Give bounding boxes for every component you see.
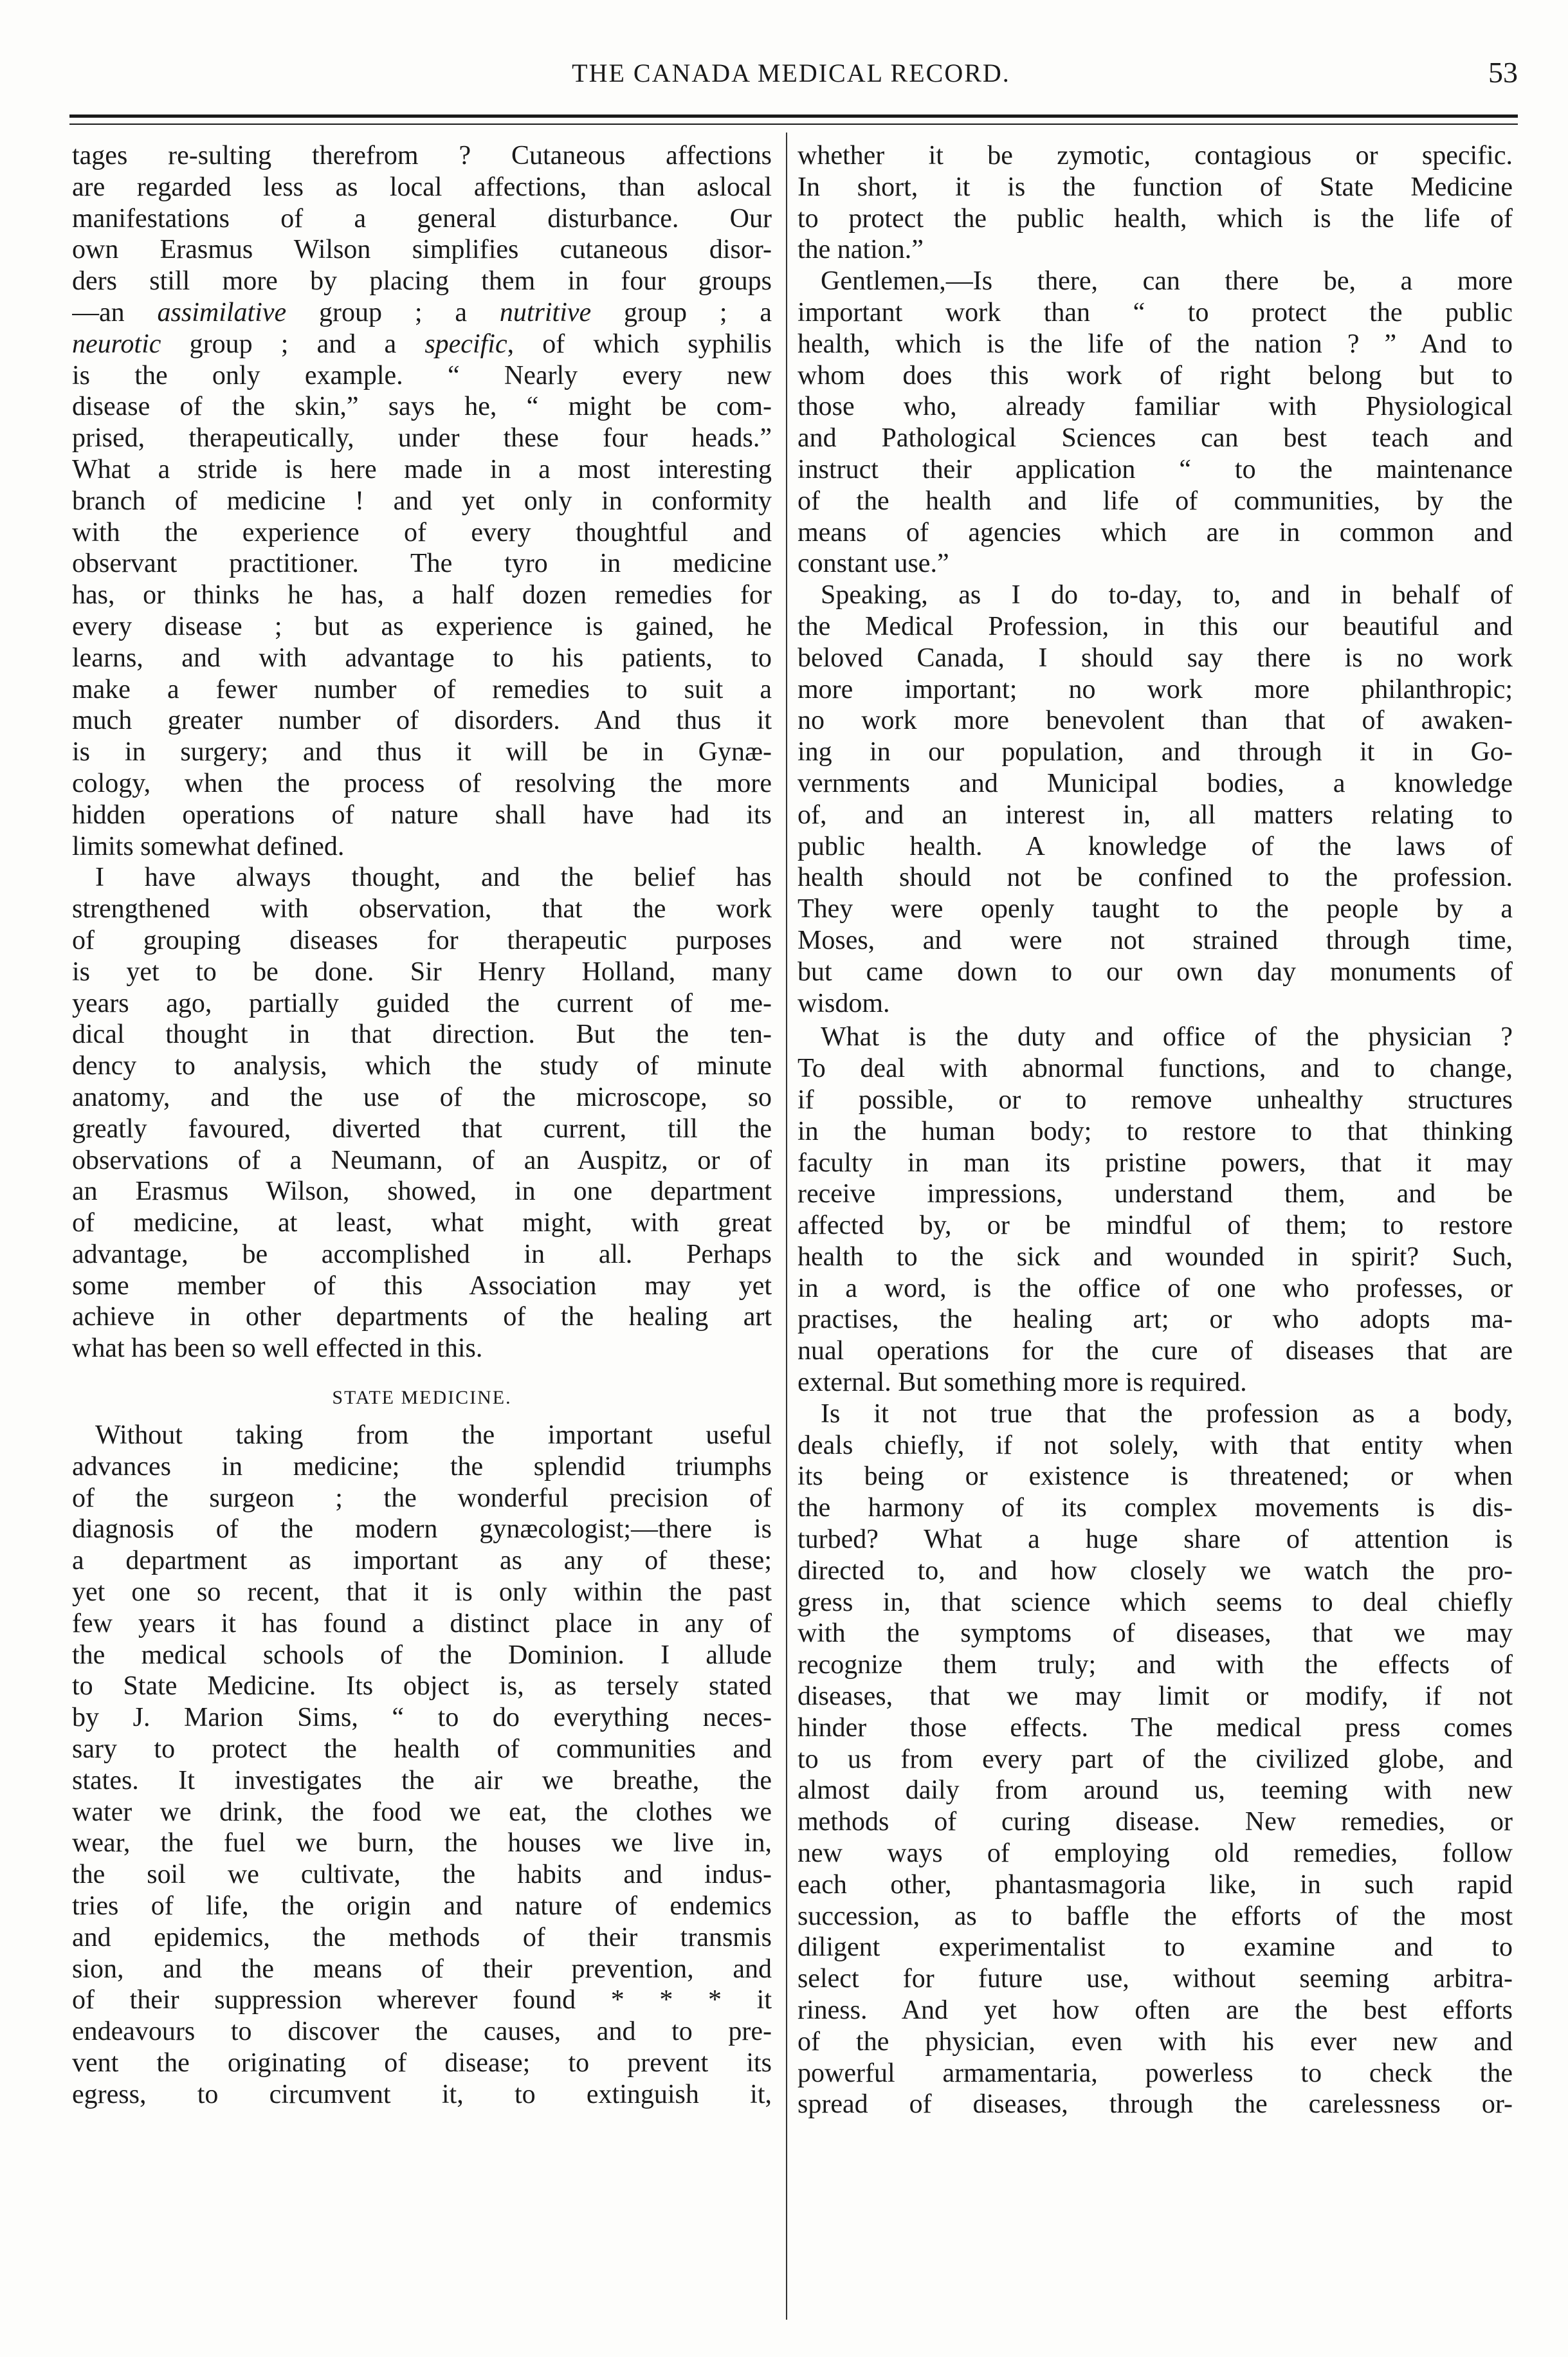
text-line: an Erasmus Wilson, showed, in one department: [72, 1177, 772, 1207]
text-line: means of agencies which are in common and: [798, 517, 1513, 547]
text-line: wisdom.: [798, 988, 890, 1018]
text-line: is the only example. “ Nearly every new: [72, 360, 772, 390]
text-line: own Erasmus Wilson simplifies cutaneous disor-: [72, 235, 772, 265]
text-line: instruct their application “ to the maintenance: [798, 454, 1513, 484]
text-line: directed to, and how closely we watch the pro-: [798, 1555, 1513, 1586]
text-line: external. But something more is required.: [798, 1368, 1247, 1398]
text-line: To deal with abnormal functions, and to change,: [798, 1054, 1513, 1084]
header-rule-thin: [69, 124, 1518, 125]
text-line: with the symptoms of diseases, that we may: [798, 1619, 1513, 1649]
text-line: states. It investigates the air we breathe, the: [72, 1765, 772, 1795]
text-line: water we drink, the food we eat, the clothes we: [72, 1797, 772, 1827]
column-divider: [786, 133, 787, 2320]
text-line: in a word, is the office of one who professes, or: [798, 1273, 1513, 1303]
text-line: observant practitioner. The tyro in medicine: [72, 549, 772, 579]
text-line: select for future use, without seeming arbitra-: [798, 1964, 1513, 1994]
text-line: is yet to be done. Sir Henry Holland, many: [72, 957, 772, 987]
running-title: THE CANADA MEDICAL RECORD.: [572, 59, 1010, 87]
italic-term: neurotic: [72, 329, 161, 359]
left-paragraph-3: [72, 1420, 772, 2111]
text-line: of the surgeon ; the wonderful precision of: [72, 1483, 772, 1513]
text-line: greatly favoured, diverted that current, till the: [72, 1114, 772, 1144]
text-line: ders still more by placing them in four groups: [72, 266, 772, 297]
text-line: of grouping diseases for therapeutic purposes: [72, 925, 772, 955]
text-line: those who, already familiar with Physiological: [798, 392, 1513, 422]
text-line: vent the originating of disease; to prevent its: [72, 2048, 772, 2078]
text-line: each other, phantasmagoria like, in such rapid: [798, 1869, 1513, 1900]
text-line: spread of diseases, through the carelessness or-: [798, 2089, 1513, 2120]
header-rule-thick: [69, 115, 1518, 118]
text-line: in the human body; to restore to that thinking: [798, 1116, 1513, 1146]
text-line: Is it not true that the profession as a body,: [821, 1399, 1513, 1429]
text-line: whether it be zymotic, contagious or specific.: [798, 141, 1513, 170]
text-line: observations of a Neumann, of an Auspitz, or of: [72, 1145, 772, 1175]
text-line: anatomy, and the use of the microscope, so: [72, 1082, 772, 1112]
text-line: advances in medicine; the splendid triumphs: [72, 1451, 772, 1481]
text-line: a department as important as any of these;: [72, 1546, 772, 1576]
text-line: health, which is the life of the nation ? ” And to: [798, 329, 1513, 359]
text-line: practises, the healing art; or who adopts ma-: [798, 1305, 1513, 1335]
text-line: whom does this work of right belong but to: [798, 360, 1513, 390]
text-line: some member of this Association may yet: [72, 1270, 772, 1301]
text-line: methods of curing disease. New remedies, or: [798, 1807, 1513, 1837]
text-line: much greater number of disorders. And thus it: [72, 706, 772, 736]
text-fragment: group ; a: [591, 297, 772, 327]
text-line: What is the duty and office of the physician ?: [821, 1022, 1513, 1052]
right-paragraph-4: [798, 1022, 1513, 1399]
italic-term: assimilative: [157, 297, 287, 327]
text-line: They were openly taught to the people by a: [798, 894, 1513, 924]
text-line: every disease ; but as experience is gained, he: [72, 611, 772, 641]
text-line: what has been so well effected in this.: [72, 1334, 483, 1364]
text-line: and Pathological Sciences can best teach and: [798, 423, 1513, 454]
text-line: strengthened with observation, that the work: [72, 894, 772, 924]
text-line: years ago, partially guided the current of me-: [72, 988, 772, 1018]
right-paragraph-2: [798, 266, 1513, 580]
text-line: receive impressions, understand them, and be: [798, 1179, 1513, 1209]
text-line: new ways of employing old remedies, follow: [798, 1839, 1513, 1869]
text-line: public health. A knowledge of the laws of: [798, 831, 1513, 861]
left-paragraph-2: [72, 862, 772, 1364]
text-line: advantage, be accomplished in all. Perhaps: [72, 1239, 772, 1269]
text-line: by J. Marion Sims, “ to do everything neces-: [72, 1703, 772, 1733]
text-line: vernments and Municipal bodies, a knowledge: [798, 768, 1513, 798]
text-line: recognize them truly; and with the effects of: [798, 1650, 1513, 1680]
text-fragment: group ; a: [286, 297, 500, 327]
text-line: hinder those effects. The medical press comes: [798, 1712, 1513, 1743]
text-line: few years it has found a distinct place in any of: [72, 1608, 772, 1638]
text-line: the harmony of its complex movements is dis-: [798, 1493, 1513, 1523]
text-line: Moses, and were not strained through time,: [798, 925, 1513, 955]
text-fragment: group ; and a: [161, 329, 425, 359]
text-line: tries of life, the origin and nature of endemics: [72, 1891, 772, 1921]
text-line: achieve in other departments of the healing art: [72, 1302, 772, 1332]
text-line: deals chiefly, if not solely, with that entity when: [798, 1430, 1513, 1460]
page-header: [64, 53, 1518, 98]
text-line: affected by, or be mindful of them; to restore: [798, 1211, 1513, 1241]
page-number: 53: [1488, 56, 1518, 89]
text-line: of their suppression wherever found * * * it: [72, 1985, 772, 2015]
text-line: turbed? What a huge share of attention is: [798, 1525, 1513, 1555]
text-line: cology, when the process of resolving the more: [72, 768, 772, 798]
text-line: sion, and the means of their prevention, and: [72, 1954, 772, 1984]
text-line: no work more benevolent than that of awaken-: [798, 706, 1513, 736]
text-line: yet one so recent, that it is only within the past: [72, 1577, 772, 1608]
text-line: and epidemics, the methods of their transmis: [72, 1922, 772, 1952]
text-line: Without taking from the important useful: [95, 1420, 772, 1451]
italic-term: nutritive: [499, 297, 592, 327]
text-line-mixed: [72, 329, 772, 360]
text-line: prised, therapeutically, under these four heads.”: [72, 423, 772, 454]
text-line: the soil we cultivate, the habits and indus-: [72, 1860, 772, 1890]
right-paragraph-1: [798, 140, 1513, 266]
text-line: of medicine, at least, what might, with great: [72, 1208, 772, 1238]
text-line: Speaking, as I do to-day, to, and in behalf of: [821, 580, 1513, 610]
text-line: diseases, that we may limit or modify, if not: [798, 1682, 1513, 1712]
text-line: disease of the skin,” says he, “ might be com-: [72, 392, 772, 422]
text-line: dency to analysis, which the study of minute: [72, 1051, 772, 1081]
text-line: endeavours to discover the causes, and to pre-: [72, 2017, 772, 2047]
text-line: riness. And yet how often are the best efforts: [798, 1995, 1513, 2026]
text-line: almost daily from around us, teeming with new: [798, 1775, 1513, 1806]
text-line: diagnosis of the modern gynæcologist;—there is: [72, 1514, 772, 1545]
text-line: has, or thinks he has, a half dozen remedies for: [72, 580, 772, 610]
text-line: hidden operations of nature shall have had its: [72, 800, 772, 830]
text-line: make a fewer number of remedies to suit a: [72, 674, 772, 704]
text-line: to us from every part of the civilized globe, and: [798, 1744, 1513, 1774]
text-line: to State Medicine. Its object is, as tersely stated: [72, 1671, 772, 1701]
text-line: diligent experimentalist to examine and to: [798, 1932, 1513, 1963]
text-line: Gentlemen,—Is there, can there be, a more: [821, 266, 1513, 297]
right-column: [798, 140, 1513, 2327]
text-line: manifestations of a general disturbance. Our: [72, 203, 772, 234]
text-line: constant use.”: [798, 549, 949, 579]
text-line: the Medical Profession, in this our beautiful and: [798, 611, 1513, 641]
text-line: In short, it is the function of State Medicine: [798, 172, 1513, 202]
text-line: dical thought in that direction. But the ten-: [72, 1020, 772, 1050]
italic-term: specific: [424, 329, 507, 359]
text-line: I have always thought, and the belief has: [95, 863, 772, 893]
text-line: limits somewhat defined.: [72, 831, 345, 861]
text-line: of the physician, even with his ever new and: [798, 2026, 1513, 2057]
text-line: wear, the fuel we burn, the houses we live in,: [72, 1828, 772, 1858]
text-line: but came down to our own day monuments of: [798, 957, 1513, 987]
text-line: tages re-sulting therefrom ? Cutaneous affections: [72, 141, 772, 170]
text-line: beloved Canada, I should say there is no work: [798, 643, 1513, 673]
text-fragment: , of which syphilis: [507, 329, 772, 359]
right-paragraph-3: [798, 580, 1513, 1019]
text-line: important work than “ to protect the public: [798, 297, 1513, 327]
text-line: health to the sick and wounded in spirit? Such,: [798, 1242, 1513, 1272]
text-line: is in surgery; and thus it will be in Gynæ-: [72, 737, 772, 767]
text-line-mixed: [72, 297, 772, 329]
text-fragment: —an: [72, 297, 158, 327]
right-paragraph-5: [798, 1399, 1513, 2120]
text-line: branch of medicine ! and yet only in conformity: [72, 486, 772, 516]
text-line: health should not be confined to the profession.: [798, 863, 1513, 893]
left-paragraph-1: [72, 140, 772, 862]
text-line: What a stride is here made in a most interesting: [72, 454, 772, 484]
text-line: learns, and with advantage to his patients, to: [72, 643, 772, 673]
text-line: the medical schools of the Dominion. I allude: [72, 1640, 772, 1670]
text-line: powerful armamentaria, powerless to check the: [798, 2058, 1513, 2088]
text-line: its being or existence is threatened; or when: [798, 1462, 1513, 1492]
section-heading-state-medicine: STATE MEDICINE.: [332, 1387, 512, 1409]
text-line: faculty in man its pristine powers, that it may: [798, 1148, 1513, 1178]
text-line: more important; no work more philanthropic;: [798, 674, 1513, 704]
text-line: sary to protect the health of communities and: [72, 1734, 772, 1765]
text-line: to protect the public health, which is the life of: [798, 203, 1513, 234]
text-line: with the experience of every thoughtful and: [72, 517, 772, 547]
text-line: the nation.”: [798, 235, 924, 265]
text-line: are regarded less as local affections, than aslocal: [72, 172, 772, 202]
text-line: of, and an interest in, all matters relating to: [798, 800, 1513, 830]
text-line: if possible, or to remove unhealthy structures: [798, 1085, 1513, 1115]
text-line: egress, to circumvent it, to extinguish it,: [72, 2079, 772, 2109]
text-line: gress in, that science which seems to deal chiefly: [798, 1587, 1513, 1617]
text-line: of the health and life of communities, by the: [798, 486, 1513, 516]
text-line: ing in our population, and through it in Go-: [798, 737, 1513, 767]
left-column: [72, 140, 772, 2327]
text-line: succession, as to baffle the efforts of the most: [798, 1901, 1513, 1931]
text-line: nual operations for the cure of diseases that are: [798, 1336, 1513, 1366]
